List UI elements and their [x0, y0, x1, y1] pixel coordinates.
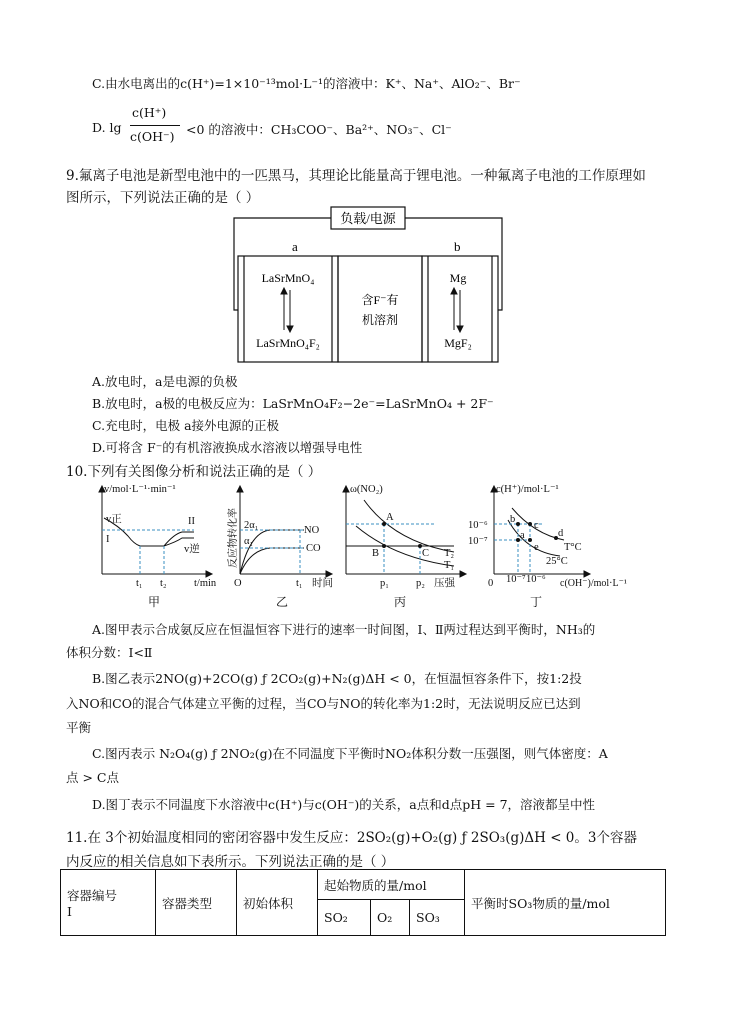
q10-option-a-line2: 体积分数：Ⅰ<Ⅱ — [66, 645, 153, 660]
jia-xlabel: t/min — [194, 578, 217, 589]
q8-fraction-denominator: c(OH⁻) — [130, 129, 175, 144]
bing-name: 丙 — [394, 595, 407, 609]
yi-co: CO — [306, 543, 321, 554]
th-container-type: 容器类型 — [156, 870, 237, 936]
q9-option-c: C.充电时，电极 a接外电源的正极 — [92, 418, 280, 433]
q8-fraction-numerator: c(H⁺) — [132, 105, 167, 120]
th-equilibrium-so3: 平衡时SO₃物质的量/mol — [465, 870, 666, 936]
q10-stem: 10.下列有关图像分析和说法正确的是（ ） — [66, 464, 322, 480]
label-a: a — [292, 239, 298, 254]
bing-t2-curve — [364, 500, 454, 552]
ding-e: e — [534, 542, 539, 553]
ding-a: a — [520, 530, 525, 541]
yi-xlabel: 时间 — [312, 578, 333, 589]
battery-diagram — [228, 204, 518, 364]
right-bottom-label: MgF₂ — [444, 336, 472, 350]
jia-t1: t₁ — [136, 578, 143, 589]
bing-p1: p₁ — [380, 578, 389, 589]
q10-option-d: D.图丁表示不同温度下水溶液中c(H⁺)与c(OH⁻)的关系，a点和d点pH = 7，溶液都呈中性 — [92, 797, 596, 812]
q8-option-c: C.由水电离出的c(H⁺)=1×10⁻¹³mol·L⁻¹的溶液中：K⁺、Na⁺、AlO₂⁻、Br⁻ — [92, 76, 521, 91]
bing-ylabel: ω(NO₂) — [350, 484, 383, 495]
q10-option-c-line1: C.图丙表示 N₂O₄(g) ƒ 2NO₂(g)在不同温度下平衡时NO₂体积分数一压强图，则气体密度：A — [92, 746, 608, 761]
bing-p2: p₂ — [416, 578, 425, 589]
th-so2: SO₂ — [318, 900, 371, 936]
ding-x2: 10⁻⁶ — [526, 574, 546, 585]
yi-no: NO — [304, 525, 320, 536]
q10-option-b-line3: 平衡 — [66, 720, 92, 735]
q8-fraction-bar — [130, 125, 180, 126]
jia-name: 甲 — [148, 595, 161, 609]
yi-ylabel: 反应物转化率 — [228, 508, 239, 568]
q9-stem-line2: 图所示，下列说法正确的是（ ） — [66, 190, 260, 206]
jia-t2: t₂ — [160, 578, 167, 589]
q11-table — [60, 869, 666, 936]
jia-ylabel: v/mol·L⁻¹·min⁻¹ — [104, 484, 176, 495]
jia-v-ni: v逆 — [184, 544, 200, 555]
q9-option-d: D.可将含 F⁻的有机溶液换成水溶液以增强导电性 — [92, 440, 363, 455]
yi-origin: O — [234, 578, 242, 589]
th-o2: O₂ — [371, 900, 410, 936]
th-so3: SO₃ — [410, 900, 465, 936]
load-label: 负载/电源 — [340, 211, 396, 226]
ding-y2: 10⁻⁷ — [468, 536, 488, 547]
q9-stem-line1: 9.氟离子电池是新型电池中的一匹黑马，其理论比能量高于锂电池。一种氟离子电池的工作原理如 — [66, 168, 646, 184]
q10-option-c-line2: 点 > C点 — [66, 770, 119, 785]
th-initial-volume: 初始体积 — [237, 870, 318, 936]
q11-stem-line2: 内反应的相关信息如下表所示。下列说法正确的是（ ） — [66, 854, 395, 870]
yi-name: 乙 — [276, 595, 289, 609]
yi-t1: t₁ — [296, 578, 303, 589]
ding-T: T°C — [564, 542, 582, 553]
q11-stem-line1: 11.在 3个初始温度相同的密闭容器中发生反应：2SO₂(g)+O₂(g) ƒ 2SO₃(g)ΔH < 0。3个容器 — [66, 830, 637, 846]
th-initial-amount: 起始物质的量/mol — [318, 870, 465, 900]
jia-v-zheng: v正 — [106, 514, 122, 525]
label-b: b — [454, 239, 461, 254]
right-top-label: Mg — [449, 271, 467, 285]
jia-II: II — [188, 516, 195, 527]
electrolyte — [338, 256, 422, 362]
ding-ylabel: c(H⁺)/mol·L⁻¹ — [496, 484, 559, 495]
bing-xlabel: 压强 — [434, 578, 455, 589]
ding-d: d — [558, 528, 564, 539]
bing-A: A — [386, 512, 394, 523]
left-bottom-label: LaSrMnO₄F₂ — [256, 336, 320, 350]
q10-graphs — [94, 478, 674, 614]
ding-25: 25°C — [546, 556, 568, 567]
ding-c: c — [534, 520, 539, 531]
left-top-label: LaSrMnO₄ — [261, 271, 315, 285]
bing-T1: T₁ — [444, 560, 455, 571]
bing-T2: T₂ — [444, 548, 455, 559]
th-container-no: 容器编号 Ⅰ — [61, 870, 156, 936]
q10-option-b-line1: B.图乙表示2NO(g)+2CO(g) ƒ 2CO₂(g)+N₂(g)ΔH < 0，在恒温恒容条件下，按1:2投 — [92, 671, 582, 686]
ding-name: 丁 — [530, 595, 543, 609]
yi-2a1: 2α₁ — [244, 520, 259, 531]
q9-option-a: A.放电时，a是电源的负极 — [92, 374, 238, 389]
ding-zero: 0 — [488, 578, 494, 589]
middle-label-2: 机溶剂 — [361, 313, 399, 327]
q9-option-b: B.放电时，a极的电极反应为：LaSrMnO₄F₂−2e⁻=LaSrMnO₄ + 2F⁻ — [92, 396, 494, 411]
q10-option-b-line2: 入NO和CO的混合气体建立平衡的过程，当CO与NO的转化率为1:2时，无法说明反应已达到 — [66, 696, 581, 711]
outer-wire — [234, 218, 331, 310]
bing-B: B — [372, 548, 380, 559]
ding-x1: 10⁻⁷ — [506, 574, 526, 585]
middle-label-1: 含F⁻有 — [361, 293, 399, 307]
bing-C: C — [422, 548, 430, 559]
ding-y1: 10⁻⁶ — [468, 520, 488, 531]
q10-option-a-line1: A.图甲表示合成氨反应在恒温恒容下进行的速率一时间图，Ⅰ、Ⅱ两过程达到平衡时，NH₃的 — [92, 622, 596, 637]
ding-xlabel: c(OH⁻)/mol·L⁻¹ — [560, 578, 627, 589]
yi-a1: α₁ — [244, 536, 254, 547]
yi-co-curve — [240, 548, 304, 574]
q8-option-d-prefix: D. lg — [92, 120, 122, 135]
ding-b: b — [510, 514, 516, 525]
jia-I: I — [106, 534, 110, 545]
q8-option-d-suffix: <0 的溶液中：CH₃COO⁻、Ba²⁺、NO₃⁻、Cl⁻ — [186, 122, 452, 137]
